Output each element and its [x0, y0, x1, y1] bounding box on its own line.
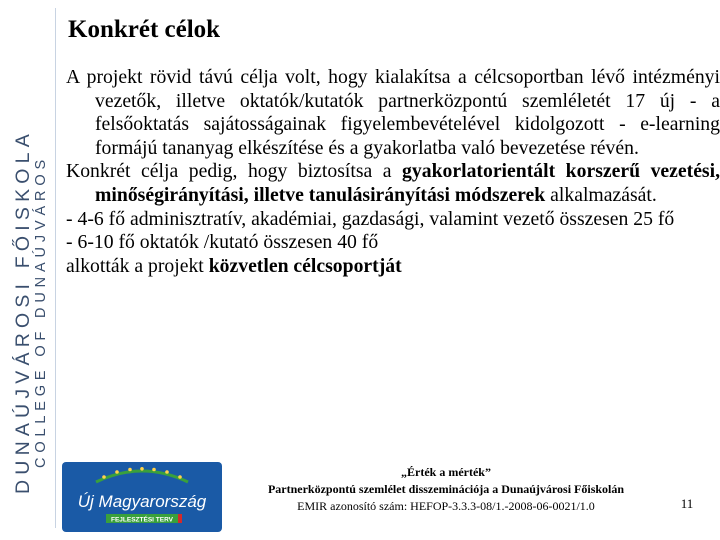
concrete-goal-tail: alkalmazását. — [545, 183, 657, 206]
page-number: 11 — [680, 496, 694, 511]
footer-project-title: Partnerközpontú szemlélet disszeminációja a Dunaújvárosi Főiskolán — [267, 482, 625, 496]
paragraph-group-teachers: - 6-10 fő oktatók /kutató összesen 40 fő — [66, 231, 379, 254]
footer — [228, 464, 664, 515]
concrete-goal-methods: gyakorlatorientált korszerű vezetési, minőségirányítási, illetve tanulásirányítási módszerek — [95, 160, 720, 206]
paragraph-target-group — [66, 255, 720, 279]
footer-emir-id: EMIR azonosító szám: HEFOP-3.3.3-08/1.-2008-06-0021/1.0 — [297, 499, 595, 513]
logo-sub-text: FEJLESZTÉSI TERV — [110, 516, 174, 524]
paragraph-concrete-goal — [66, 160, 720, 207]
slide-title: Konkrét célok — [68, 16, 221, 43]
footer-motto: „Érték a mérték” — [401, 465, 491, 479]
institution-name: DUNAÚJVÁROSI FŐISKOLA — [12, 129, 34, 494]
target-group-bold: közvetlen célcsoportját — [208, 254, 402, 277]
target-group-lead: alkották a projekt — [66, 254, 209, 277]
sidebar — [0, 0, 58, 540]
uj-magyarorszag-logo — [62, 462, 222, 532]
paragraph-group-admin: - 4-6 fő adminisztratív, akadémiai, gazdasági, valamint vezető összesen 25 fő — [66, 207, 675, 230]
slide-body — [66, 66, 720, 278]
concrete-goal-lead: Konkrét célja pedig, hogy biztosítsa a — [66, 160, 403, 183]
institution-name-english: COLLEGE OF DUNAÚJVÁROS — [33, 155, 49, 468]
sidebar-divider — [55, 8, 56, 528]
paragraph-short-term-goal: A projekt rövid távú célja volt, hogy kialakítsa a célcsoportban lévő intézményi vezetők, illetve oktatók/kutatók partnerközpontú szemléletét 17 új - a felsőoktatás sajátosságainak figyelembevételével kidolgozott - e-learning formájú tananyag elkészítése és a gyakorlatba való bevezetése révén. — [66, 66, 720, 159]
logo-brand-text: Új Magyarország — [77, 492, 207, 511]
